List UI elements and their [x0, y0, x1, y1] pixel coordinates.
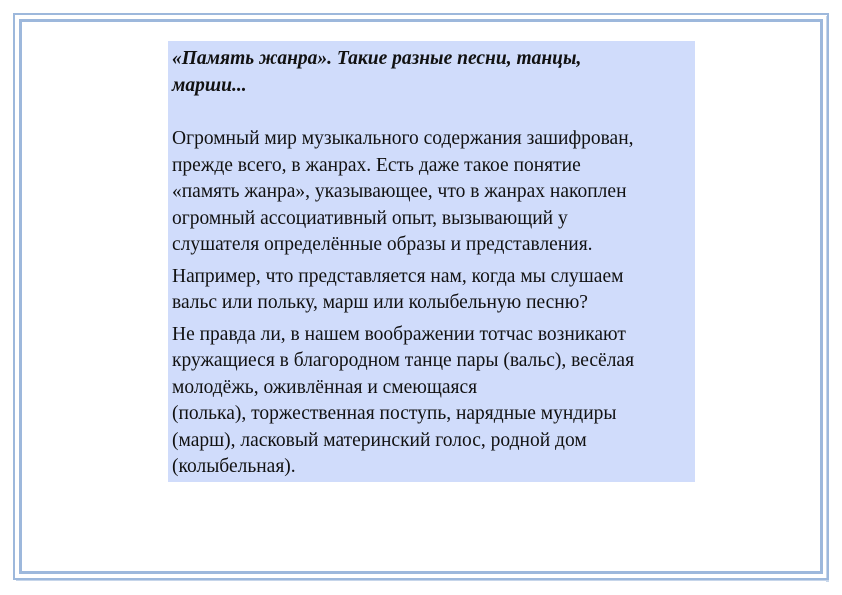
paragraph-1: Огромный мир музыкального содержания зашифрован, прежде всего, в жанрах. Есть даже такое понятие «память жанра», указывающее, что в жанрах накоплен огромный ассоциативный опыт, вызывающий у слушателя определённые образы и представления.	[172, 128, 634, 255]
document-heading: «Память жанра». Такие разные песни, танцы, марши...	[172, 48, 582, 96]
paragraph-2: Например, что представляется нам, когда мы слушаем вальс или польку, марш или колыбельную песню?	[172, 265, 624, 313]
text-block	[168, 41, 695, 482]
paragraph-3: Не правда ли, в нашем воображении тотчас возникают кружащиеся в благородном танце пары (вальс), весёлая молодёжь, оживлённая и смеющаяся (полька), торжественная поступь, нарядные мундиры (марш), ласковый материнский голос, родной дом (колыбельная).	[172, 323, 635, 477]
